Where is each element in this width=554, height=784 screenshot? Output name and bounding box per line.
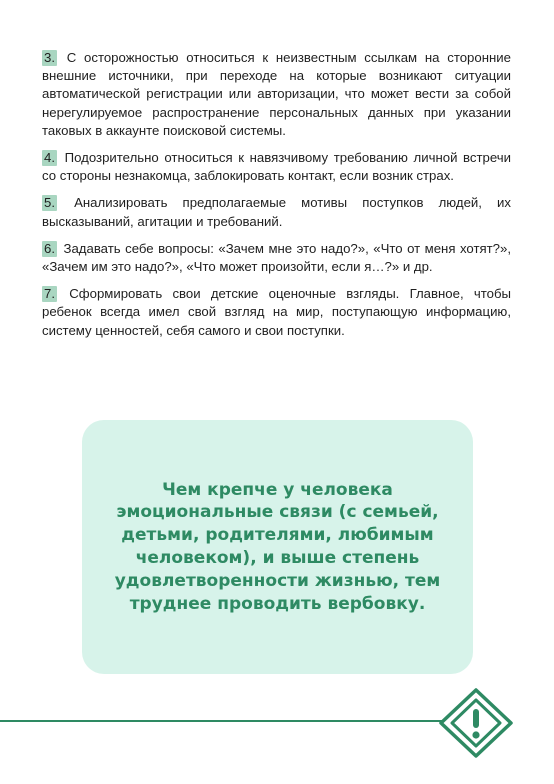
item-number: 7. <box>44 286 55 302</box>
item-number: 6. <box>44 240 55 256</box>
recommendations-list <box>42 49 511 349</box>
list-item <box>42 285 511 340</box>
item-text: Задавать себе вопросы: «Зачем мне это надо?», «Что от меня хотят?», «Зачем им это надо?», «Что может произойти, если я…?» и др. <box>42 240 512 275</box>
warning-exclamation-icon <box>438 688 514 758</box>
item-text: Анализировать предполагаемые мотивы поступков людей, их высказываний, агитации и требований. <box>42 195 511 229</box>
item-text: С осторожностью относиться к неизвестным ссылкам на сторонние внешние источники, при переходе на которые возникают ситуации автоматической регистрации или авторизации, что может вести за собой нерегулируемое распространение персональных данных при указании таковых в аккаунте поисковой системы. <box>42 50 511 138</box>
callout-text: Чем крепче у человека эмоциональные связи (с семьей, детьми, родителями, любимым человеком), и выше степень удовлетворенности жизнью, тем труднее проводить вербовку. <box>114 479 441 614</box>
item-text: Подозрительно относиться к навязчивому требованию личной встречи со стороны незнакомца, заблокировать контакт, если возник страх. <box>42 150 511 184</box>
item-text: Сформировать свои детские оценочные взгляды. Главное, чтобы ребенок всегда имел свой взгляд на мир, поступающую информацию, систему ценностей, себя самого и свои поступки. <box>42 286 511 338</box>
callout-box <box>82 420 473 674</box>
list-item <box>42 49 511 140</box>
item-number: 5. <box>44 195 55 211</box>
item-number: 4. <box>44 150 55 166</box>
item-number: 3. <box>44 50 55 65</box>
list-item <box>42 149 511 185</box>
list-item <box>42 194 511 230</box>
list-item <box>42 240 511 276</box>
footer-divider <box>0 720 450 722</box>
